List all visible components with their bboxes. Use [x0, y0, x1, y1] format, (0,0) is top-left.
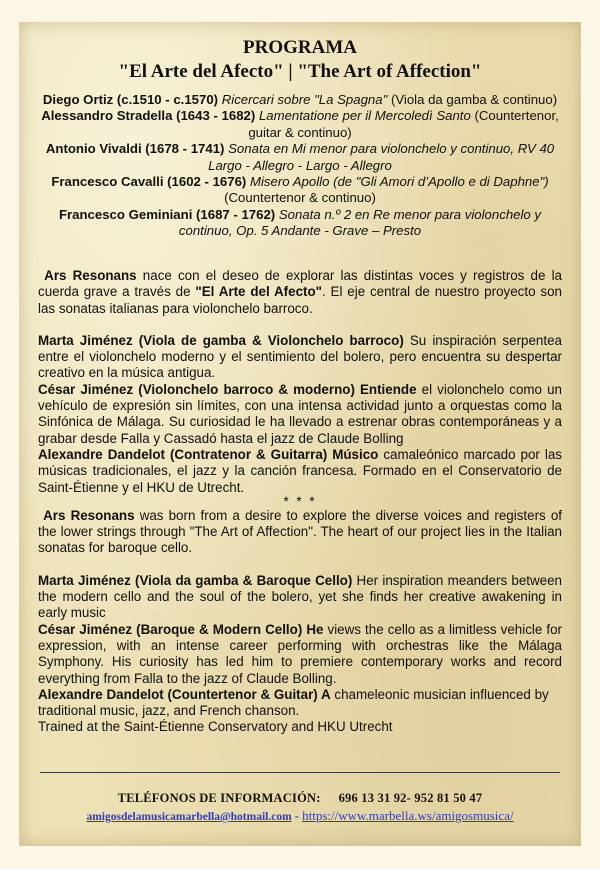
bio-text: Su inspiración serpentea entre el violonchelo moderno y el sentimiento del bolero, pero encuentra su despertar creativo en la música antigua.: [38, 332, 562, 381]
bio-text: Her inspiration meanders between the modern cello and the soul of the bolero, yet she finds her creative awakening in early music: [38, 572, 562, 621]
program-item: [32, 141, 568, 174]
phone-info: [20, 791, 580, 806]
program-notes: (Countertenor & continuo): [224, 190, 376, 206]
page-title: PROGRAMA: [243, 37, 357, 58]
es-intro-text-a: nace con el deseo de explorar las distintas voces y registros de la cuerda grave a través de: [38, 268, 562, 300]
bio-name: Alexandre Dandelot (Contratenor & Guitarra) Músico: [38, 446, 379, 462]
ensemble-name: Ars Resonans: [43, 507, 135, 523]
program-item: [32, 207, 568, 240]
program-work: Sonata en Mi menor para violonchelo y continuo, RV 40 Largo - Allegro - Largo - Allegro: [208, 141, 555, 173]
bio-text: Trained at the Saint-Étienne Conservatory and HKU Utrecht: [38, 719, 393, 735]
program-notes: (Countertenor, guitar & continuo): [248, 108, 559, 140]
bio-text: camaleónico marcado por las músicas tradicionales, el jazz y la canción francesa. Formado en el Conservatorio de Saint-Étienne y el HKU de Utrecht.: [38, 446, 562, 495]
ensemble-name: Ars Resonans: [44, 268, 137, 283]
program-header: [20, 36, 580, 84]
es-intro-quote: "El Arte del Afecto": [195, 284, 322, 300]
en-bio-marta: [38, 573, 562, 622]
footer-divider: [40, 772, 560, 773]
program-composer: Francesco Geminiani (1687 - 1762): [58, 206, 276, 222]
program-work: Ricercari sobre "La Spagna": [221, 92, 388, 107]
en-intro-paragraph: [38, 508, 562, 557]
bio-name: César Jiménez (Baroque & Modern Cello) He: [38, 621, 324, 637]
bio-name: Marta Jiménez (Viola da gamba & Baroque Cello): [38, 572, 353, 588]
program-list: [32, 92, 568, 240]
es-bio-marta: [38, 333, 562, 382]
website-link[interactable]: https://www.marbella.ws/amigosmusica/: [302, 808, 514, 823]
bio-text: views the cello as a limitless vehicle for expression, with an intense career performing with orchestras like the Málaga Symphony. His curiosity has led him to premiere contemporary works and record everything from Falla to the jazz of Claude Bolling.: [38, 621, 562, 686]
program-work: Sonata n.º 2 en Re menor para violonchelo y continuo, Op. 5 Andante - Grave – Presto: [178, 206, 542, 239]
description-body: [38, 268, 562, 736]
program-item: [32, 108, 568, 141]
en-bio-alexandre: [38, 687, 562, 736]
link-separator: -: [291, 809, 303, 823]
program-composer: Francesco Cavalli (1602 - 1676): [51, 174, 247, 190]
bio-text: el violonchelo como un vehículo de expresión sin límites, con una intensa actividad junto a orquestas como la Sinfónica de Málaga. Su curiosidad le ha llevado a estrenar obras contemporáneas y a grabar desde Falla y Cassadó hasta el jazz de Claude Bolling: [38, 381, 562, 446]
program-composer: Diego Ortiz (c.1510 - c.1570): [42, 92, 219, 107]
program-item: [32, 174, 568, 207]
en-bio-cesar: [38, 622, 562, 687]
phones-label: TELÉFONOS DE INFORMACIÓN:: [117, 791, 321, 805]
bio-name: Alexandre Dandelot (Countertenor & Guitar) A: [38, 686, 331, 702]
program-composer: Antonio Vivaldi (1678 - 1741): [45, 141, 225, 157]
es-bio-alexandre: [38, 447, 562, 496]
contact-links: [20, 808, 580, 824]
phone-numbers: 696 13 31 92- 952 81 50 47: [338, 791, 483, 805]
es-intro-paragraph: [38, 268, 562, 317]
program-item: [32, 92, 568, 108]
bio-name: Marta Jiménez (Viola de gamba & Violonchelo barroco): [38, 332, 404, 348]
program-notes: (Viola da gamba & continuo): [390, 92, 558, 107]
es-bio-cesar: [38, 382, 562, 447]
program-composer: Alessandro Stradella (1643 - 1682): [41, 108, 256, 124]
es-intro-text-b: . El eje central de nuestro proyecto son las sonatas italianas para violonchelo barroco.: [38, 284, 562, 316]
program-work: Lamentatione per il Mercoledì Santo: [258, 108, 471, 124]
page-subtitle: "El Arte del Afecto" | "The Art of Affection": [118, 61, 482, 82]
program-work: Misero Apollo (de "Gli Amori d’Apollo e di Daphne"): [250, 174, 549, 190]
bio-text: chameleonic musician influenced by traditional music, jazz, and French chanson.: [38, 686, 549, 719]
email-link[interactable]: amigosdelamusicamarbella@hotmail.com: [86, 811, 292, 823]
en-intro-text: was born from a desire to explore the diverse voices and registers of the lower strings through "The Art of Affection". The heart of our project lies in the Italian sonatas for baroque cello.: [38, 507, 562, 556]
contact-footer: [20, 791, 580, 824]
section-separator: * * *: [283, 493, 317, 509]
bio-name: César Jiménez (Violonchelo barroco & moderno) Entiende: [38, 381, 417, 397]
